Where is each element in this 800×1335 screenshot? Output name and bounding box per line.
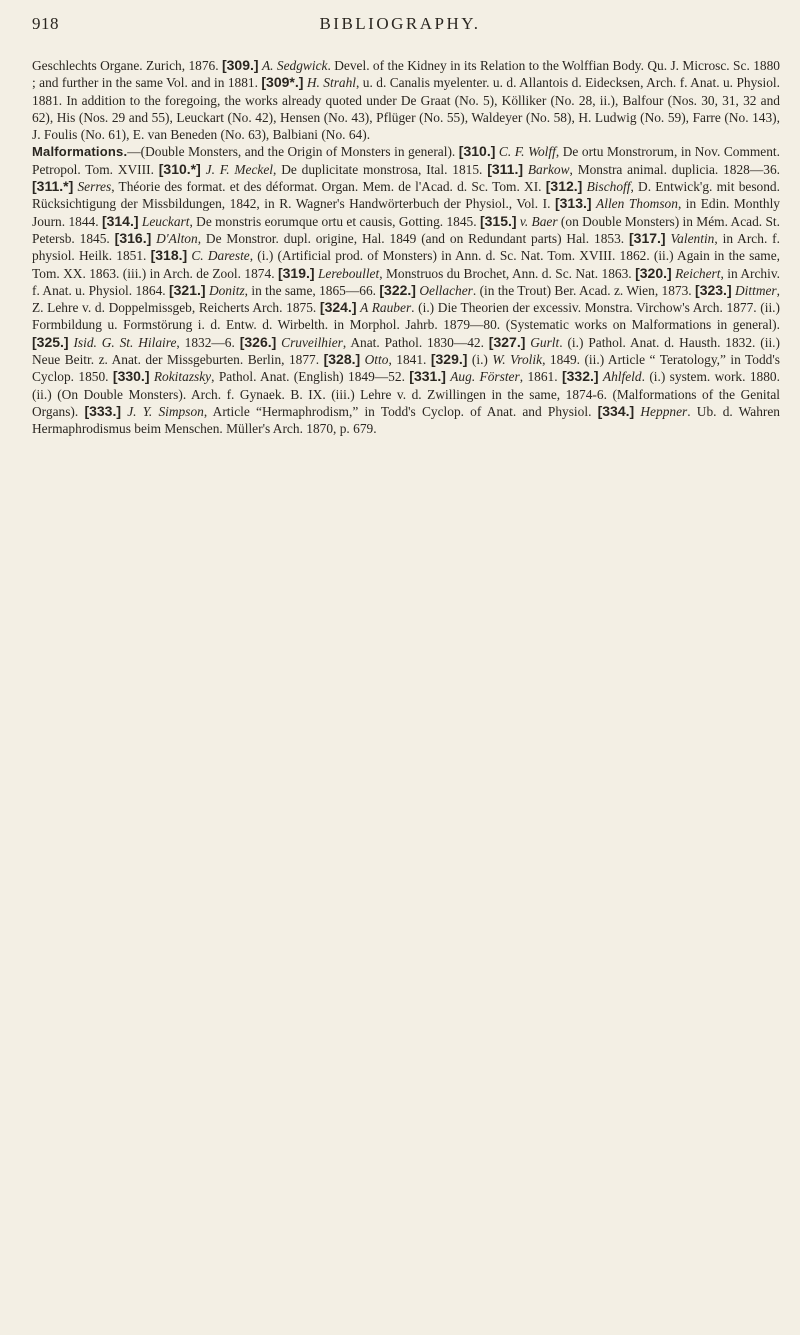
citation-text: , in Archiv. f. Anat. u. Physiol. 1864. xyxy=(32,265,781,298)
author-name: W. Vrolik xyxy=(492,352,543,368)
reference-number: [331.] xyxy=(409,368,446,385)
author-name: A Rauber xyxy=(360,300,412,316)
citation-text: , De Monstror. dupl. origine, Hal. 1849 (and on Redundant parts) Hal. 1853. xyxy=(197,230,630,246)
author-name: Heppner xyxy=(640,403,688,419)
citation-text: , Théorie des format. et des déformat. Organ. Mem. de l'Acad. d. Sc. Tom. XI. xyxy=(111,179,546,195)
citation-text: , (i.) (Artificial prod. of Monsters) in Ann. d. Sc. Nat. Tom. XVIII. 1862. (ii.) Again in the same, Tom. XX. 1863. (iii.) in Arch. de Zool. 1874. xyxy=(32,248,780,281)
author-name: A. Sedgwick xyxy=(261,58,328,73)
reference-number: [323.] xyxy=(695,281,732,298)
citation-text: , Monstra animal. duplicia. 1828—36. xyxy=(569,161,781,177)
author-name: C. F. Wolff xyxy=(498,144,556,160)
reference-number: [319.] xyxy=(277,264,315,281)
author-name: Donitz xyxy=(208,282,245,298)
citation-text: Geschlechts Organe. Zurich, 1876. xyxy=(32,58,222,73)
reference-number: [311.] xyxy=(487,160,524,177)
author-name: Gurlt xyxy=(530,334,560,350)
reference-number: [314.] xyxy=(101,212,139,229)
citation-text: , De ortu Monstrorum, in Nov. Comment. Petropol. Tom. XVIII. xyxy=(32,144,781,177)
citation-text: , 1849. (ii.) Article “ Teratology,” in Todd's Cyclop. 1850. xyxy=(32,352,780,385)
reference-number: [311.*] xyxy=(32,178,74,195)
reference-number: [310.] xyxy=(458,143,496,160)
reference-number: [320.] xyxy=(635,264,672,281)
author-name: J. Y. Simpson xyxy=(127,403,204,419)
citation-text: , in Edin. Monthly Journ. 1844. xyxy=(32,196,780,229)
citation-text: , u. d. Canalis myelenter. u. d. Allantois d. Eidecksen, Arch. f. Anat. u. Physiol. 1881. In addition to the foregoing, the works already quoted under De Graat (No. 5), Kölliker (No. 28, ii.), Balfour (Nos. 30, 31, 32 and 62), His (Nos. 29 and 55), Leuckart (No. 42), Hensen (No. 43), Pflüger (No. 55), Waldeyer (No. 58), H. Ludwig (No. 59), Farre (No. 143), J. Foulis (No. 61), E. van Beneden (No. 63), Balbiani (No. 64). xyxy=(32,75,780,143)
author-name: D'Alton xyxy=(156,230,198,246)
paragraph-malformations xyxy=(32,143,780,437)
author-name: Valentin xyxy=(670,230,715,246)
page-number: 918 xyxy=(32,14,59,33)
author-name: H. Strahl xyxy=(306,75,357,91)
reference-number: [332.] xyxy=(561,368,599,385)
author-name: Leuckart xyxy=(141,213,190,229)
citation-text: , 1832—6. xyxy=(176,334,240,350)
citation-text: . (i.) Die Theorien der excessiv. Monstra. Virchow's Arch. 1877. (ii.) Formbildung u. Formstörung i. d. Entw. d. Wirbelth. in Morphol. Jahrb. 1879—80. (Systematic works on Malformations in general). xyxy=(32,300,780,333)
citation-text: , 1861. xyxy=(519,369,562,385)
reference-number: [312.] xyxy=(545,178,583,195)
reference-number: [313.] xyxy=(554,195,592,212)
author-name: Aug. Förster xyxy=(450,369,520,385)
reference-number: [318.] xyxy=(150,247,188,264)
section-heading: Malformations. xyxy=(32,144,128,160)
citation-text: , Monstruos du Brochet, Ann. d. Sc. Nat. 1863. xyxy=(379,265,636,281)
reference-number: [326.] xyxy=(239,333,277,350)
author-name: J. F. Meckel xyxy=(205,161,274,177)
author-name: Lereboullet xyxy=(317,265,380,281)
reference-number: [309.] xyxy=(221,57,259,73)
citation-text: , De duplicitate monstrosa, Ital. 1815. xyxy=(273,161,488,177)
reference-number: [328.] xyxy=(323,351,361,368)
running-head xyxy=(32,14,768,44)
reference-number: [317.] xyxy=(629,229,666,246)
author-name: Rokitazsky xyxy=(153,369,212,385)
citation-text: , Pathol. Anat. (English) 1849—52. xyxy=(211,369,410,385)
author-name: Allen Thomson xyxy=(596,196,678,212)
running-title: BIBLIOGRAPHY. xyxy=(319,14,481,33)
reference-number: [310.*] xyxy=(158,160,201,177)
reference-number: [322.] xyxy=(379,281,416,298)
author-name: Barkow xyxy=(527,161,570,177)
paragraph-reproductive-organs xyxy=(32,57,780,143)
author-name: Reichert xyxy=(675,265,721,281)
citation-text: , D. Entwick'g. mit besond. Rücksichtigung der Missbildungen, 1842, in R. Wagner's Handwörterbuch der Physiol., Vol. I. xyxy=(32,179,780,212)
citation-text: , 1841. xyxy=(388,352,431,368)
citation-text: (on Double Monsters) in Mém. Acad. St. Petersb. 1845. xyxy=(32,213,780,246)
citation-text: . (in the Trout) Ber. Acad. z. Wien, 1873. xyxy=(472,282,696,298)
author-name: v. Baer xyxy=(519,213,558,229)
author-name: Ahlfeld xyxy=(602,369,642,385)
reference-number: [315.] xyxy=(479,212,517,229)
reference-number: [325.] xyxy=(32,333,69,350)
author-name: Isid. G. St. Hilaire xyxy=(73,334,177,350)
citation-text: , Anat. Pathol. 1830—42. xyxy=(342,334,489,350)
reference-number: [329.] xyxy=(430,351,468,368)
author-name: C. Dareste xyxy=(191,248,250,264)
reference-number: [330.] xyxy=(112,368,150,385)
bibliography-text xyxy=(32,57,780,438)
citation-text: (i.) xyxy=(467,352,493,368)
citation-text: , in Arch. f. physiol. Heilk. 1851. xyxy=(32,230,780,264)
citation-text: . (i.) system. work. 1880. (ii.) (On Double Monsters). Arch. f. Gynaek. B. IX. (iii.) Lehre v. d. Zwillingen in the same, 1874-6. (Malformations of the Genital Organs). xyxy=(32,369,780,419)
citation-text: , Z. Lehre v. d. Doppelmissgeb, Reicherts Arch. 1875. xyxy=(32,282,780,316)
reference-number: [333.] xyxy=(84,402,122,419)
author-name: Bischoff xyxy=(586,179,631,195)
citation-text: . Devel. of the Kidney in its Relation to the Wolffian Body. Qu. J. Microsc. Sc. 1880 ; and further in the same Vol. and in 1881. xyxy=(32,58,780,91)
author-name: Otto xyxy=(364,352,389,368)
author-name: Serres xyxy=(77,179,112,195)
citation-text: , in the same, 1865—66. xyxy=(244,282,380,298)
reference-number: [327.] xyxy=(488,333,526,350)
citation-text: , De monstris eorumque ortu et causis, Gotting. 1845. xyxy=(189,213,480,229)
citation-text: —(Double Monsters, and the Origin of Monsters in general). xyxy=(127,144,459,160)
reference-number: [316.] xyxy=(114,229,152,246)
reference-number: [324.] xyxy=(319,299,357,316)
author-name: Cruveilhier xyxy=(281,334,343,350)
reference-number: [334.] xyxy=(597,402,635,419)
reference-number: [321.] xyxy=(168,281,206,298)
citation-text: , Article “Hermaphrodism,” in Todd's Cyclop. of Anat. and Physiol. xyxy=(203,403,598,419)
author-name: Oellacher xyxy=(419,282,473,298)
author-name: Dittmer xyxy=(734,282,777,298)
reference-number: [309*.] xyxy=(261,74,304,91)
citation-text: . (i.) Pathol. Anat. d. Hausth. 1832. (ii.) Neue Beitr. z. Anat. der Missgeburten. Berlin, 1877. xyxy=(32,334,780,368)
citation-text: . Ub. d. Wahren Hermaphrodismus beim Menschen. Müller's Arch. 1870, p. 679. xyxy=(32,403,780,437)
